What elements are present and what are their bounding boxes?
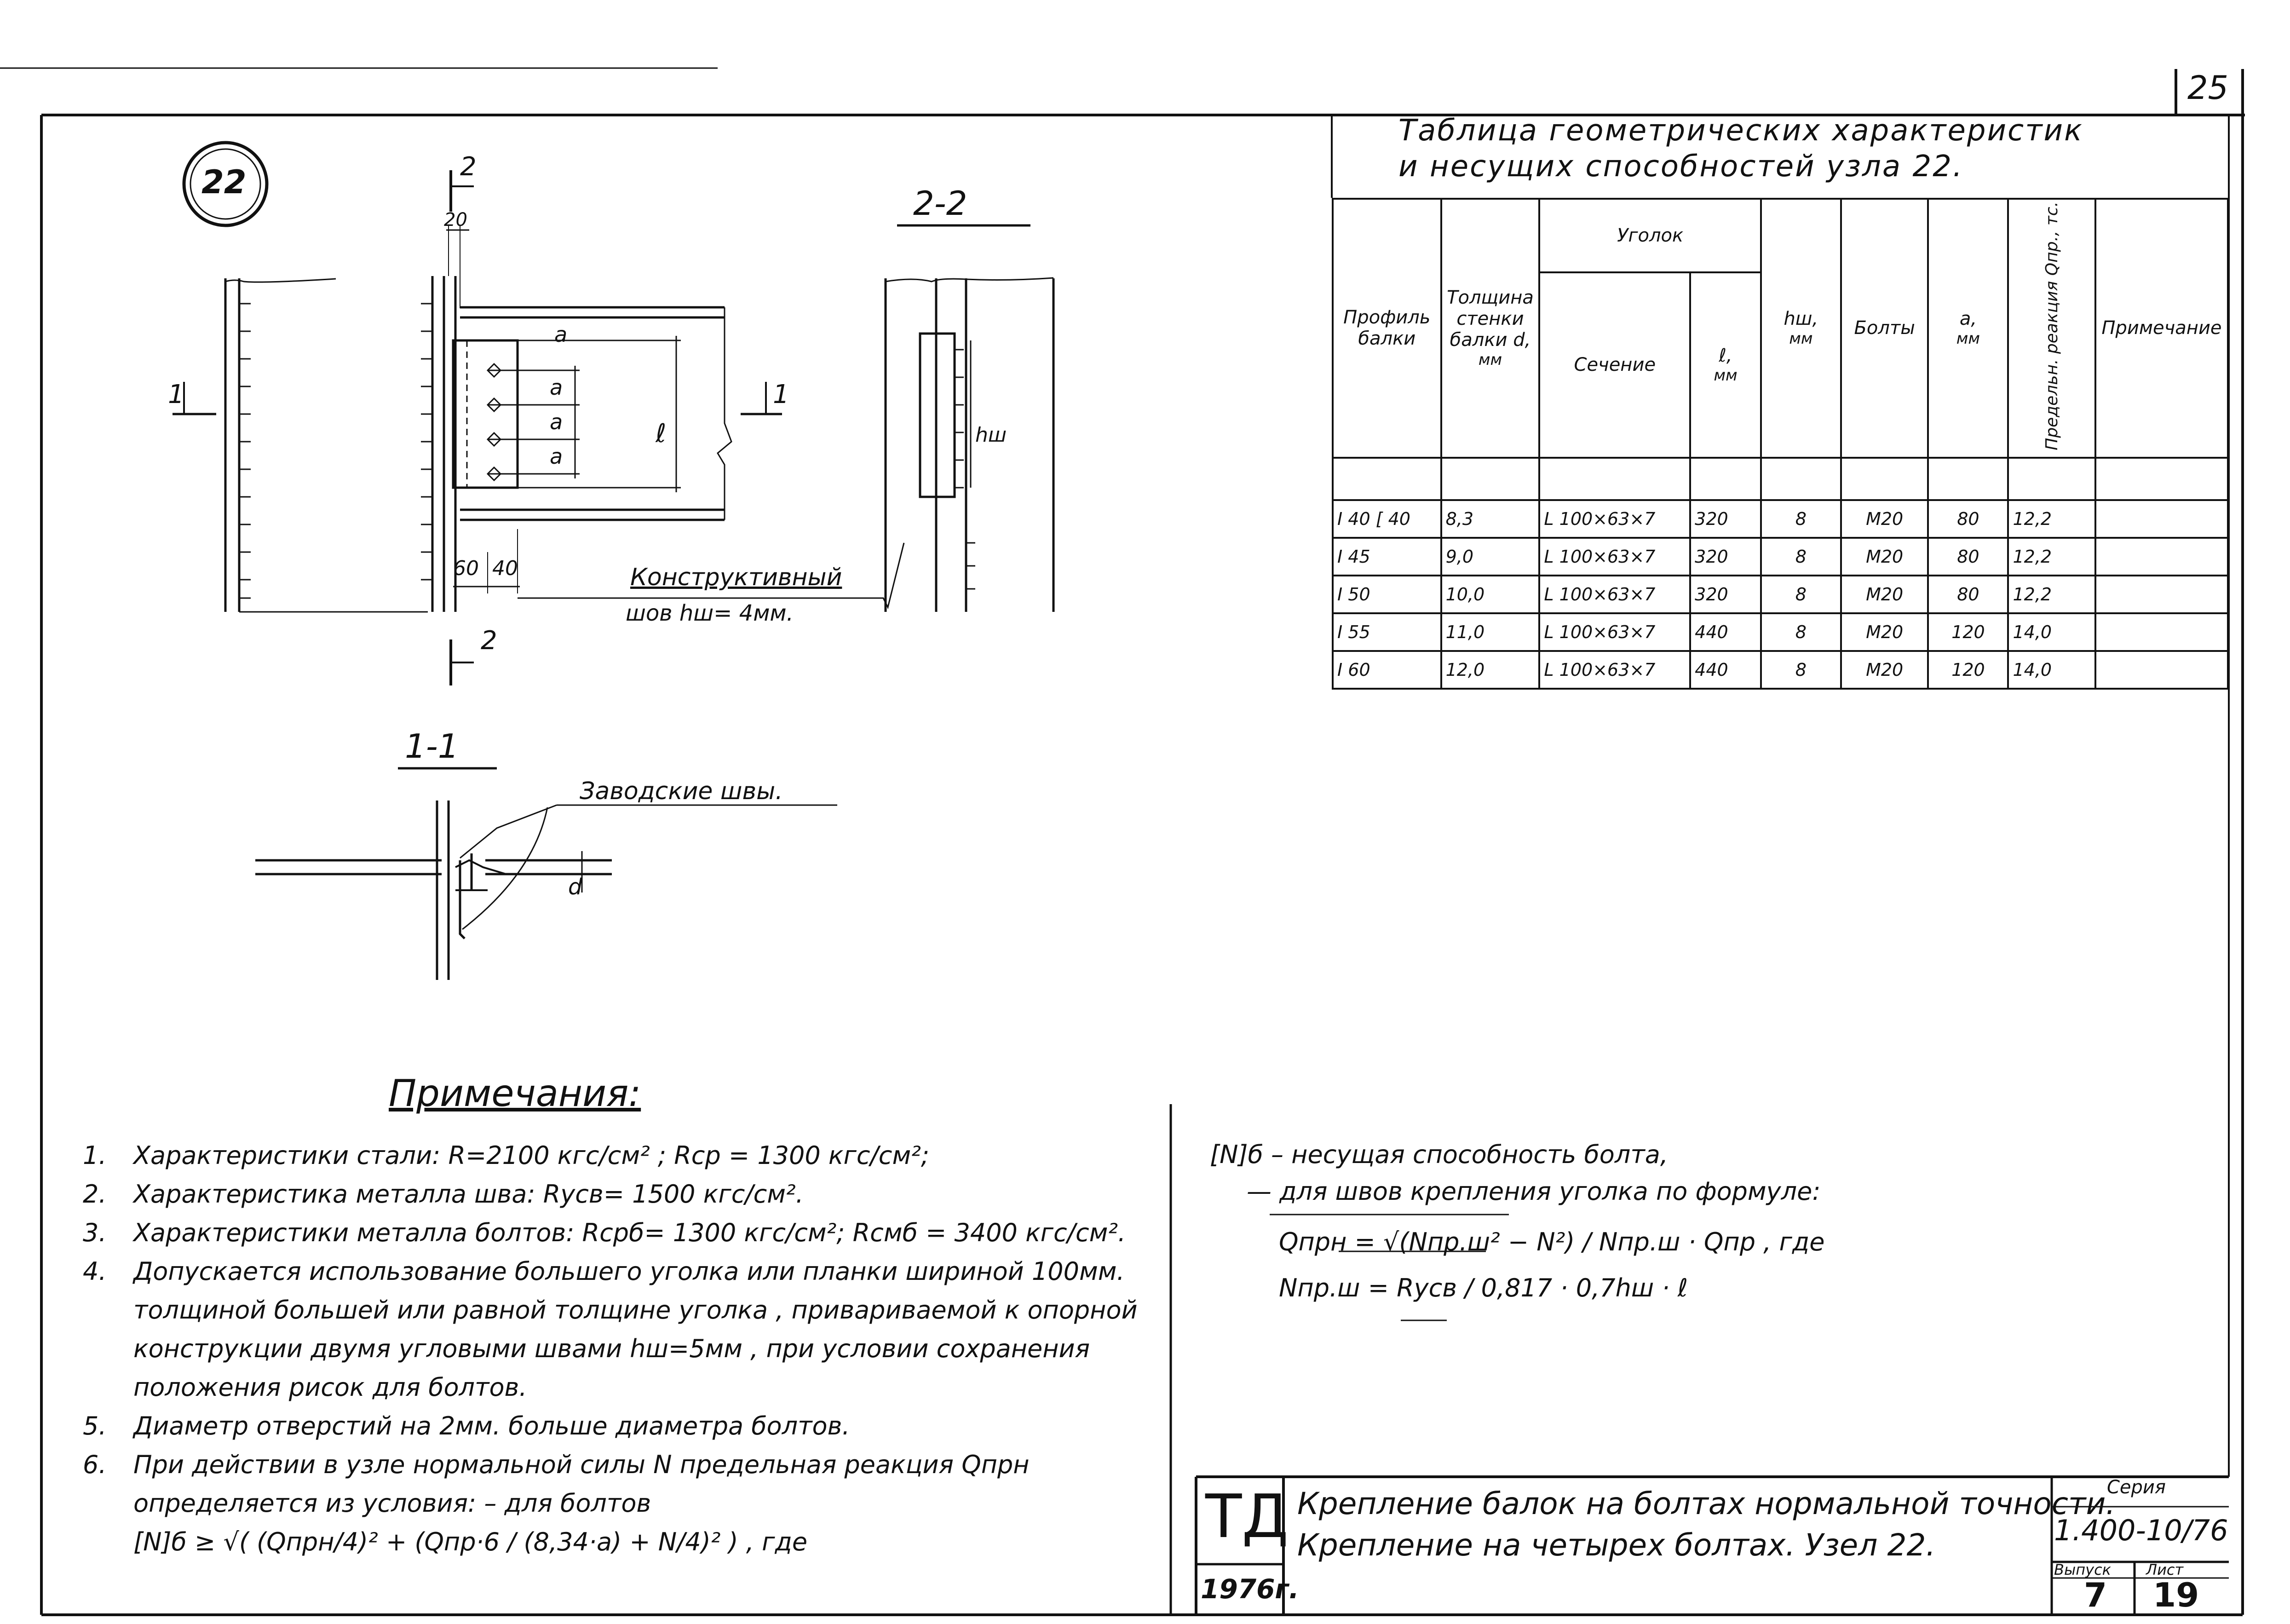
cell-d: 12,0 — [1441, 651, 1540, 689]
dim-a-2: a — [550, 409, 563, 434]
cell-d: 8,3 — [1441, 500, 1540, 538]
cell-profile: I 55 — [1333, 613, 1441, 651]
stamp-td: ТД — [1205, 1481, 1289, 1551]
header-note: Примечание — [2095, 199, 2228, 458]
table-row — [1333, 651, 2228, 689]
stamp-year: 1976г. — [1201, 1573, 1299, 1605]
cell-a: 120 — [1928, 613, 2008, 651]
cell-q: 12,2 — [2008, 500, 2095, 538]
notes-list — [83, 1136, 1150, 1561]
table-row — [1333, 576, 2228, 613]
note-formula: [N]б ≥ √( (Qпрн/4)² + (Qпр·6 / (8,34·a) + N/4)² ) , где — [133, 1527, 808, 1556]
cell-section: L 100×63×7 — [1539, 651, 1690, 689]
dim-l: ℓ — [656, 419, 667, 449]
header-section: Сечение — [1539, 272, 1690, 458]
cell-profile: I 40 [ 40 — [1333, 500, 1441, 538]
cell-l: 320 — [1690, 500, 1761, 538]
right-note-3: Qпрн = √(Nпр.ш² − N²) / Nпр.ш · Qпр , где — [1279, 1227, 1825, 1256]
page-number: 25 — [2187, 69, 2229, 107]
stamp-series-value: 1.400-10/76 — [2054, 1514, 2228, 1547]
stamp-title-1: Крепление балок на болтах нормальной точности. — [1297, 1486, 2116, 1521]
node-number: 22 — [201, 163, 247, 201]
characteristics-table — [1332, 198, 2229, 690]
cell-hw: 8 — [1761, 576, 1841, 613]
header-a: a, мм — [1928, 199, 2008, 458]
section-2-2-title: 2-2 — [913, 184, 967, 223]
cell-profile: I 60 — [1333, 651, 1441, 689]
cell-section: L 100×63×7 — [1539, 576, 1690, 613]
stamp-series-label: Серия — [2107, 1477, 2166, 1498]
cell-hw: 8 — [1761, 538, 1841, 576]
weld-note: шов hш= 4мм. — [626, 600, 794, 626]
table-row — [1333, 538, 2228, 576]
stamp-title-2: Крепление на четырех болтах. Узел 22. — [1297, 1527, 1936, 1563]
right-note-2: — для швов крепления уголка по формуле: — [1247, 1177, 1821, 1206]
dim-a-4: a — [554, 322, 568, 347]
header-length: ℓ, мм — [1690, 272, 1761, 458]
cell-hw: 8 — [1761, 651, 1841, 689]
cell-bolts: M20 — [1841, 613, 1928, 651]
header-profile: Профиль балки — [1333, 199, 1441, 458]
cut-2-top-label: 2 — [460, 152, 477, 182]
stamp-issue-value: 7 — [2084, 1576, 2107, 1614]
header-bolts: Болты — [1841, 199, 1928, 458]
header-angle: Уголок — [1539, 199, 1761, 272]
section-1-1-title: 1-1 — [405, 727, 459, 766]
cell-l: 440 — [1690, 613, 1761, 651]
note-item: 5. Диаметр отверстий на 2мм. больше диаметра болтов. — [83, 1411, 850, 1440]
notes-title: Примечания: — [389, 1072, 641, 1115]
right-note-1: [N]б – несущая способность болта, — [1210, 1140, 1669, 1169]
cut-2-bottom-label: 2 — [481, 626, 497, 656]
note-item: 3. Характеристики металла болтов: Rсрб= 1300 кгс/см²; Rсмб = 3400 кгс/см². — [83, 1218, 1126, 1247]
cell-d: 11,0 — [1441, 613, 1540, 651]
cell-note — [2095, 500, 2228, 538]
cell-bolts: M20 — [1841, 538, 1928, 576]
cell-l: 320 — [1690, 538, 1761, 576]
note-item: 2. Характеристика металла шва: Rусв= 1500 кгс/см². — [83, 1180, 804, 1209]
header-thickness: Толщина стенки балки d, мм — [1441, 199, 1540, 458]
stamp-issue-label: Выпуск — [2054, 1561, 2111, 1578]
cell-a: 80 — [1928, 538, 2008, 576]
cell-q: 12,2 — [2008, 576, 2095, 613]
weld-title: Конструктивный — [630, 564, 842, 591]
cell-profile: I 50 — [1333, 576, 1441, 613]
cell-section: L 100×63×7 — [1539, 500, 1690, 538]
note-item: 4. Допускается использование большего уголка или планки шириной 100мм. толщиной большей или равной толщине уголка , привариваемой к опорной конструкции двумя угловыми швами hш=5мм , при условии сохранения положения рисок для болтов. — [83, 1257, 1138, 1402]
cell-a: 80 — [1928, 576, 2008, 613]
cell-hw: 8 — [1761, 613, 1841, 651]
table-title-line-1: Таблица геометрических характеристик — [1398, 114, 2083, 148]
cell-note — [2095, 613, 2228, 651]
cell-bolts: M20 — [1841, 500, 1928, 538]
table-title — [1398, 113, 2181, 184]
factory-welds-label: Заводские швы. — [580, 777, 783, 805]
cell-q: 14,0 — [2008, 651, 2095, 689]
cell-bolts: M20 — [1841, 576, 1928, 613]
right-note-4: Nпр.ш = Rусв / 0,817 · 0,7hш · ℓ — [1279, 1273, 1688, 1302]
note-item: 1. Характеристики стали: R=2100 кгс/см² ; Rср = 1300 кгс/см²; — [83, 1141, 930, 1170]
header-reaction: Предельн. реакция Qпр., тс. — [2008, 199, 2095, 458]
cell-bolts: M20 — [1841, 651, 1928, 689]
cell-l: 440 — [1690, 651, 1761, 689]
note-item: 6. При действии в узле нормальной силы N предельная реакция Qпрн определяется из условия: – для болтов — [83, 1450, 1030, 1518]
cell-profile: I 45 — [1333, 538, 1441, 576]
cell-a: 80 — [1928, 500, 2008, 538]
dim-20: 20 — [444, 209, 467, 230]
stamp-sheet-value: 19 — [2153, 1576, 2199, 1614]
cell-d: 10,0 — [1441, 576, 1540, 613]
table-row — [1333, 500, 2228, 538]
cell-note — [2095, 651, 2228, 689]
cell-l: 320 — [1690, 576, 1761, 613]
stamp-sheet-label: Лист — [2146, 1561, 2184, 1578]
cut-1-right-label: 1 — [773, 380, 789, 409]
cell-q: 12,2 — [2008, 538, 2095, 576]
cell-q: 14,0 — [2008, 613, 2095, 651]
dim-60: 60 — [453, 557, 479, 580]
cell-note — [2095, 576, 2228, 613]
header-hw: hш, мм — [1761, 199, 1841, 458]
cell-section: L 100×63×7 — [1539, 613, 1690, 651]
table-row — [1333, 613, 2228, 651]
cell-section: L 100×63×7 — [1539, 538, 1690, 576]
cell-hw: 8 — [1761, 500, 1841, 538]
cell-note — [2095, 538, 2228, 576]
dim-hw: hш — [975, 423, 1007, 447]
dim-d: d — [568, 874, 582, 900]
cut-1-left-label: 1 — [168, 380, 184, 409]
cell-d: 9,0 — [1441, 538, 1540, 576]
dim-a-3: a — [550, 444, 563, 469]
right-notes — [1210, 1136, 1946, 1307]
dim-40: 40 — [492, 557, 518, 580]
dim-a-1: a — [550, 375, 563, 400]
table-title-line-2: и несущих способностей узла 22. — [1398, 150, 1964, 184]
cell-a: 120 — [1928, 651, 2008, 689]
